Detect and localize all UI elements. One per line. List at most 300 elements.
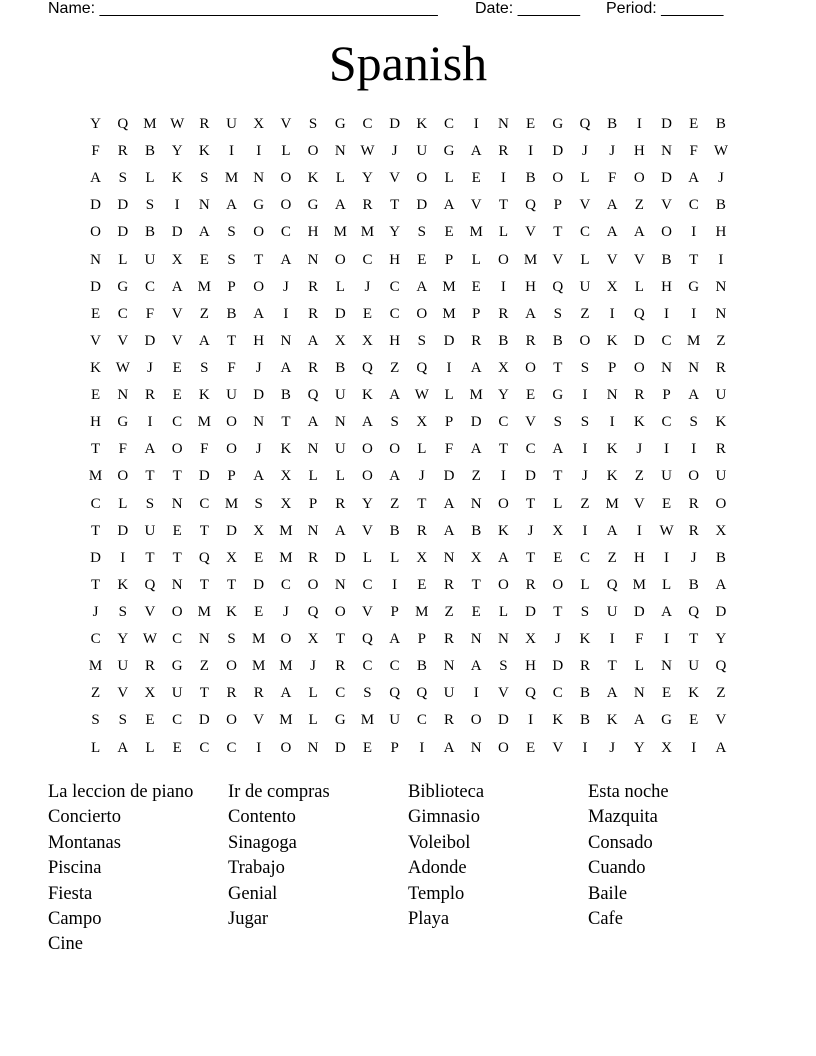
word-bank-item: Concierto xyxy=(48,807,121,828)
grid-letter: C xyxy=(172,414,183,431)
grid-letter: A xyxy=(389,387,401,404)
grid-letter: M xyxy=(279,549,293,566)
grid-letter: R xyxy=(444,576,455,593)
grid-letter: A xyxy=(633,224,645,241)
grid-letter: O xyxy=(307,576,319,593)
grid-letter: D xyxy=(334,305,346,322)
grid-letter: I xyxy=(446,360,452,377)
word-bank-item: Gimnasio xyxy=(408,807,480,828)
grid-letter: P xyxy=(227,278,236,295)
word-bank-column xyxy=(408,780,588,932)
grid-letter: U xyxy=(334,387,346,404)
grid-letter: Q xyxy=(579,116,591,133)
grid-letter: V xyxy=(633,251,645,268)
grid-letter: R xyxy=(335,658,346,675)
grid-letter: O xyxy=(362,468,373,485)
grid-letter: I xyxy=(528,712,534,729)
grid-letter: F xyxy=(91,143,100,160)
grid-letter: B xyxy=(715,549,726,566)
grid-letter: Z xyxy=(444,604,454,621)
grid-letter: K xyxy=(198,387,210,404)
grid-letter: K xyxy=(606,468,618,485)
grid-letter: V xyxy=(171,332,183,349)
grid-letter: T xyxy=(172,468,182,485)
grid-letter: J xyxy=(609,143,616,160)
grid-letter: O xyxy=(416,305,428,322)
grid-letter: L xyxy=(145,739,155,756)
grid-letter: E xyxy=(91,387,101,404)
grid-letter: O xyxy=(226,712,237,729)
grid-letter: G xyxy=(443,143,455,160)
grid-letter: D xyxy=(171,224,183,241)
grid-letter: I xyxy=(636,522,642,539)
grid-letter: N xyxy=(443,658,455,675)
grid-letter: L xyxy=(498,604,508,621)
grid-letter: X xyxy=(470,549,482,566)
word-bank-item: Montanas xyxy=(48,832,121,853)
grid-letter: B xyxy=(607,116,618,133)
grid-letter: T xyxy=(553,468,563,485)
grid-letter: A xyxy=(226,197,237,214)
grid-letter: T xyxy=(471,576,481,593)
grid-letter: P xyxy=(390,604,399,621)
grid-letter: V xyxy=(144,604,156,621)
grid-letter: U xyxy=(144,251,156,268)
grid-letter: A xyxy=(362,414,373,431)
grid-letter: C xyxy=(362,116,373,133)
word-bank-item: Contento xyxy=(228,807,296,828)
word-bank-item: Cuando xyxy=(588,858,646,879)
grid-letter: D xyxy=(552,658,564,675)
grid-letter: S xyxy=(417,224,427,241)
grid-letter: J xyxy=(147,360,153,377)
grid-letter: X xyxy=(606,278,618,295)
word-search-grid xyxy=(82,111,735,762)
grid-letter: D xyxy=(633,332,645,349)
grid-letter: Q xyxy=(362,360,373,377)
grid-letter: U xyxy=(715,468,727,485)
grid-letter: C xyxy=(444,116,455,133)
grid-letter: E xyxy=(553,549,563,566)
grid-letter: F xyxy=(145,305,155,322)
grid-letter: N xyxy=(307,522,319,539)
grid-letter: R xyxy=(199,116,210,133)
grid-letter: N xyxy=(171,495,183,512)
grid-letter: V xyxy=(362,522,373,539)
grid-letter: M xyxy=(469,224,483,241)
grid-letter: D xyxy=(443,332,455,349)
grid-letter: M xyxy=(143,116,157,133)
grid-letter: C xyxy=(362,576,373,593)
grid-letter: E xyxy=(362,305,373,322)
grid-letter: M xyxy=(605,495,619,512)
grid-letter: T xyxy=(91,522,101,539)
grid-letter: I xyxy=(609,414,615,431)
grid-letter: J xyxy=(310,658,317,675)
grid-letter: T xyxy=(226,332,237,349)
grid-letter: Q xyxy=(389,685,401,702)
grid-letter: Q xyxy=(606,576,618,593)
grid-letter: K xyxy=(715,414,727,431)
grid-letter: M xyxy=(88,658,103,675)
grid-letter: O xyxy=(416,170,428,187)
grid-letter: I xyxy=(473,116,479,133)
grid-letter: V xyxy=(606,251,618,268)
grid-letter: J xyxy=(609,739,616,756)
grid-letter: D xyxy=(525,468,537,485)
grid-letter: M xyxy=(469,387,483,404)
grid-letter: R xyxy=(308,549,319,566)
grid-letter: R xyxy=(362,197,373,214)
grid-letter: D xyxy=(226,522,237,539)
grid-letter: X xyxy=(253,116,265,133)
grid-letter: O xyxy=(307,143,319,160)
grid-letter: B xyxy=(416,658,427,675)
grid-letter: S xyxy=(553,305,562,322)
grid-letter: T xyxy=(417,495,427,512)
grid-letter: Q xyxy=(633,305,645,322)
grid-letter: Y xyxy=(362,495,373,512)
grid-letter: I xyxy=(609,305,615,322)
grid-letter: Q xyxy=(362,631,373,648)
grid-letter: A xyxy=(416,278,428,295)
grid-letter: N xyxy=(470,495,482,512)
grid-letter: C xyxy=(525,441,536,458)
grid-letter: Y xyxy=(90,116,102,133)
grid-letter: B xyxy=(471,522,482,539)
grid-letter: L xyxy=(634,658,644,675)
grid-letter: K xyxy=(606,441,618,458)
grid-letter: N xyxy=(90,251,102,268)
grid-letter: N xyxy=(661,658,672,675)
grid-letter: K xyxy=(117,576,129,593)
grid-letter: R xyxy=(144,658,155,675)
grid-letter: D xyxy=(497,712,509,729)
grid-letter: O xyxy=(226,658,237,675)
grid-letter: Z xyxy=(634,468,644,485)
grid-letter: Y xyxy=(362,170,373,187)
grid-letter: I xyxy=(256,739,262,756)
grid-letter: U xyxy=(416,143,428,160)
grid-letter: N xyxy=(334,414,346,431)
grid-letter: D xyxy=(253,387,265,404)
grid-letter: S xyxy=(118,604,127,621)
grid-letter: S xyxy=(417,332,427,349)
grid-letter: I xyxy=(609,631,615,648)
grid-letter: S xyxy=(118,712,127,729)
grid-letter: A xyxy=(688,387,700,404)
grid-letter: O xyxy=(334,251,346,268)
grid-letter: W xyxy=(115,360,130,377)
grid-letter: G xyxy=(552,387,564,404)
word-bank-item: Piscina xyxy=(48,858,102,879)
grid-letter: C xyxy=(172,631,183,648)
grid-letter: I xyxy=(691,224,697,241)
grid-letter: C xyxy=(199,739,210,756)
grid-letter: Z xyxy=(607,549,617,566)
grid-letter: L xyxy=(308,712,318,729)
grid-letter: E xyxy=(145,712,155,729)
word-bank-item: Genial xyxy=(228,883,278,904)
grid-letter: K xyxy=(307,170,319,187)
grid-letter: X xyxy=(525,631,537,648)
grid-letter: O xyxy=(171,441,183,458)
grid-letter: C xyxy=(280,576,291,593)
grid-letter: I xyxy=(147,414,153,431)
grid-letter: J xyxy=(527,522,534,539)
grid-letter: R xyxy=(634,387,645,404)
grid-letter: D xyxy=(334,549,346,566)
grid-letter: N xyxy=(198,197,210,214)
grid-letter: O xyxy=(579,332,591,349)
grid-letter: Z xyxy=(390,495,400,512)
grid-letter: C xyxy=(90,631,101,648)
grid-letter: G xyxy=(661,712,672,729)
grid-letter: H xyxy=(525,658,537,675)
grid-letter: B xyxy=(498,332,509,349)
grid-letter: J xyxy=(255,360,262,377)
grid-letter: I xyxy=(120,549,126,566)
grid-letter: J xyxy=(92,604,99,621)
grid-letter: H xyxy=(389,332,401,349)
grid-letter: V xyxy=(552,739,564,756)
grid-letter: E xyxy=(689,116,699,133)
grid-letter: J xyxy=(636,441,643,458)
grid-letter: L xyxy=(308,468,318,485)
grid-letter: L xyxy=(335,278,345,295)
grid-letter: R xyxy=(579,658,590,675)
word-bank-item: Campo xyxy=(48,908,102,929)
grid-letter: F xyxy=(635,631,644,648)
grid-letter: A xyxy=(443,522,455,539)
grid-letter: T xyxy=(498,197,508,214)
grid-letter: Q xyxy=(525,685,537,702)
grid-letter: Q xyxy=(307,387,319,404)
grid-letter: Y xyxy=(633,739,645,756)
grid-letter: O xyxy=(688,468,700,485)
grid-letter: W xyxy=(142,631,158,648)
grid-letter: A xyxy=(280,251,292,268)
grid-letter: O xyxy=(171,604,183,621)
word-bank-item: Mazquita xyxy=(588,807,658,828)
grid-letter: C xyxy=(335,685,346,702)
grid-letter: L xyxy=(444,170,454,187)
grid-letter: J xyxy=(554,631,561,648)
grid-letter: Z xyxy=(91,685,101,702)
grid-letter: S xyxy=(580,604,590,621)
grid-letter: O xyxy=(90,224,102,241)
grid-letter: I xyxy=(174,197,180,214)
word-bank-column xyxy=(228,780,408,932)
grid-letter: H xyxy=(661,278,672,295)
grid-letter: S xyxy=(363,685,372,702)
grid-letter: O xyxy=(253,224,265,241)
grid-letter: A xyxy=(470,143,482,160)
grid-letter: I xyxy=(528,143,534,160)
grid-letter: M xyxy=(279,658,293,675)
grid-letter: O xyxy=(633,170,645,187)
grid-letter: A xyxy=(470,658,482,675)
grid-letter: T xyxy=(281,414,291,431)
word-bank-item: Trabajo xyxy=(228,858,285,879)
grid-letter: R xyxy=(715,360,726,377)
grid-letter: S xyxy=(118,170,127,187)
grid-letter: F xyxy=(200,441,209,458)
grid-letter: N xyxy=(497,631,509,648)
word-bank-item: Ir de compras xyxy=(228,782,330,802)
name-field-label: Name: ______________________________________ xyxy=(48,0,438,17)
grid-letter: N xyxy=(470,631,482,648)
grid-letter: K xyxy=(226,604,237,621)
grid-letter: V xyxy=(633,495,645,512)
grid-letter: I xyxy=(473,685,479,702)
grid-letter: O xyxy=(117,468,129,485)
grid-letter: P xyxy=(607,360,617,377)
grid-letter: Z xyxy=(580,305,590,322)
grid-letter: Y xyxy=(117,631,129,648)
grid-letter: A xyxy=(606,522,618,539)
grid-letter: R xyxy=(226,685,237,702)
grid-letter: D xyxy=(198,712,210,729)
grid-letter: D xyxy=(661,170,672,187)
grid-letter: I xyxy=(691,739,697,756)
grid-letter: A xyxy=(198,224,210,241)
grid-letter: E xyxy=(199,251,209,268)
grid-letter: D xyxy=(525,604,537,621)
grid-letter: H xyxy=(389,251,401,268)
grid-letter: O xyxy=(633,360,645,377)
grid-letter: E xyxy=(91,305,101,322)
grid-letter: N xyxy=(307,251,319,268)
grid-letter: L xyxy=(553,495,563,512)
grid-letter: L xyxy=(471,251,481,268)
grid-letter: R xyxy=(117,143,128,160)
grid-letter: P xyxy=(662,387,671,404)
grid-letter: T xyxy=(199,685,209,702)
grid-letter: S xyxy=(499,658,508,675)
grid-letter: A xyxy=(606,685,618,702)
grid-letter: R xyxy=(308,360,319,377)
grid-letter: O xyxy=(280,197,292,214)
grid-letter: B xyxy=(144,143,155,160)
grid-letter: A xyxy=(389,468,401,485)
word-bank-item: Adonde xyxy=(408,858,467,879)
grid-letter: V xyxy=(362,604,373,621)
grid-letter: H xyxy=(525,278,537,295)
grid-letter: A xyxy=(525,305,537,322)
grid-letter: I xyxy=(229,143,235,160)
grid-letter: N xyxy=(661,143,672,160)
grid-letter: O xyxy=(280,631,292,648)
grid-letter: N xyxy=(334,143,346,160)
grid-letter: X xyxy=(661,739,672,756)
grid-letter: F xyxy=(689,143,698,160)
grid-letter: J xyxy=(418,468,425,485)
grid-letter: C xyxy=(579,549,590,566)
grid-letter: J xyxy=(282,604,289,621)
grid-letter: C xyxy=(90,495,101,512)
grid-letter: K xyxy=(606,332,618,349)
grid-letter: V xyxy=(525,414,537,431)
grid-letter: M xyxy=(360,712,375,729)
grid-letter: Z xyxy=(580,495,590,512)
grid-letter: V xyxy=(117,685,129,702)
grid-letter: G xyxy=(552,116,564,133)
grid-letter: J xyxy=(255,441,262,458)
grid-letter: N xyxy=(715,278,727,295)
grid-letter: U xyxy=(661,468,672,485)
grid-letter: V xyxy=(579,197,591,214)
grid-letter: H xyxy=(307,224,319,241)
word-bank-item: Esta noche xyxy=(588,782,669,802)
grid-letter: I xyxy=(500,278,506,295)
grid-letter: R xyxy=(715,441,726,458)
grid-letter: A xyxy=(198,332,210,349)
grid-letter: N xyxy=(253,170,265,187)
grid-letter: F xyxy=(607,170,617,187)
grid-letter: B xyxy=(552,332,563,349)
grid-letter: L xyxy=(417,441,427,458)
grid-letter: U xyxy=(606,604,618,621)
grid-letter: S xyxy=(254,495,263,512)
grid-letter: G xyxy=(253,197,265,214)
word-bank-item: La leccion de piano xyxy=(48,782,194,802)
grid-letter: E xyxy=(661,685,672,702)
grid-letter: R xyxy=(308,278,319,295)
grid-letter: X xyxy=(334,332,346,349)
grid-letter: A xyxy=(253,468,265,485)
grid-letter: C xyxy=(579,224,590,241)
grid-letter: I xyxy=(256,143,262,160)
grid-letter: N xyxy=(307,739,319,756)
word-bank-item: Voleibol xyxy=(408,832,471,853)
grid-letter: I xyxy=(664,549,670,566)
grid-letter: B xyxy=(715,197,726,214)
grid-letter: D xyxy=(117,522,129,539)
grid-letter: N xyxy=(198,631,210,648)
grid-letter: R xyxy=(308,305,319,322)
grid-letter: U xyxy=(688,658,700,675)
grid-letter: O xyxy=(552,170,564,187)
grid-letter: G xyxy=(334,712,346,729)
grid-letter: U xyxy=(171,685,183,702)
grid-letter: S xyxy=(145,197,155,214)
grid-letter: X xyxy=(226,549,237,566)
grid-letter: M xyxy=(523,251,538,268)
grid-letter: T xyxy=(226,576,237,593)
grid-letter: M xyxy=(224,170,239,187)
grid-letter: B xyxy=(389,522,400,539)
grid-letter: P xyxy=(444,251,454,268)
grid-letter: R xyxy=(444,712,455,729)
grid-letter: L xyxy=(580,170,590,187)
grid-letter: Q xyxy=(117,116,129,133)
grid-letter: L xyxy=(91,739,101,756)
grid-letter: M xyxy=(252,658,266,675)
grid-letter: D xyxy=(443,468,455,485)
grid-letter: M xyxy=(632,576,647,593)
grid-letter: C xyxy=(661,332,672,349)
grid-letter: M xyxy=(415,604,429,621)
grid-letter: D xyxy=(552,143,564,160)
grid-letter: C xyxy=(199,495,210,512)
page-title: Spanish xyxy=(328,35,488,91)
grid-letter: R xyxy=(416,522,427,539)
grid-letter: M xyxy=(197,414,212,431)
grid-letter: U xyxy=(226,116,237,133)
grid-letter: V xyxy=(552,251,564,268)
grid-letter: T xyxy=(689,251,699,268)
